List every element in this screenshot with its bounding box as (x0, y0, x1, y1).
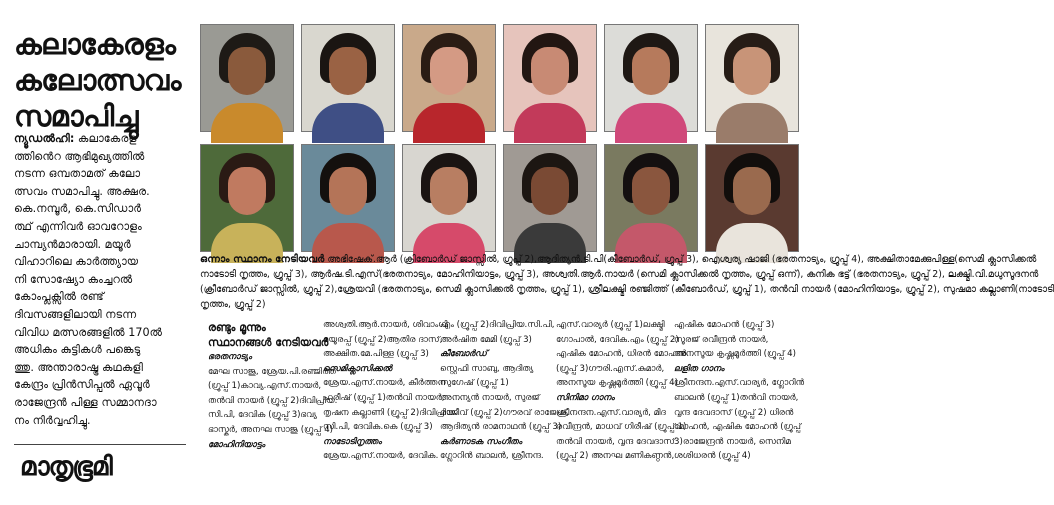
headline-line: കലാകേരളം (14, 27, 176, 61)
results-column-4 (556, 318, 686, 464)
winner-photo (604, 24, 698, 132)
winner-photo (705, 24, 799, 132)
article-text: കലാകേരള (74, 132, 137, 145)
photo-face (531, 47, 569, 95)
winners-line: നാടോടി നൃത്തം, ഗ്രൂപ്പ് 3), ആർഷ.ടി.എസ്(ഭരതനാട്യം, മോഹിനിയാട്ടം, ഗ്രൂപ്പ് 3), അശ്വതി.ആർ.നായർ (സെമി ക്ലാസിക്കൽ നൃത്തം, ഗ്രൂപ്പ് ഒന്ന്), കനിക ഭട്ട് (ഭരതനാട്യം, ഗ്രൂപ്പ് 2), ലക്ഷ്മി.വി.മധുസൂദനൻ (200, 269, 1039, 280)
result-line: മോഹൻ, എഷിക മോഹൻ (ഗ്രൂപ്പ് (674, 422, 802, 433)
photo-face (531, 167, 569, 215)
result-line: ഗ്ലോറിൻ ബാലൻ, ശ്രീനന്ദ. (440, 451, 544, 462)
article-line: കേന്ദ്രം പ്രിൻസിപ്പൽ ഏവൂർ (14, 378, 150, 392)
article-line: കെ.നമ്പൂർ, കെ.സിഡാർ (14, 202, 142, 216)
category-heading: ലളിത ഗാനം (674, 363, 725, 374)
result-line: (ഗ്രൂപ്പ് 3)ഗൗരി.എസ്.കുമാർ, (556, 363, 665, 374)
result-line: അനസൂയ കൃഷ്ണമൂർത്തി (ഗ്രൂപ്പ് 4) (674, 349, 796, 360)
photo-face (632, 47, 670, 95)
article-line: നം നിർവ്വഹിച്ചു. (14, 413, 91, 427)
article-line: നി സോഷ്യോ കംച്ചറൽ (14, 272, 133, 286)
category-heading: മോഹിനിയാട്ടം (208, 439, 265, 450)
article-line: ചാമ്പ്യൻമാരായി. മയൂർ (14, 237, 131, 251)
winner-photo (604, 144, 698, 252)
headline-line: സമാപിച്ചു (14, 99, 138, 133)
result-line: അശ്വതി.ആർ.നായർ, ശിവാംഗി (323, 320, 448, 330)
result-line: ശ്രീനന്ദന.എസ്.വാര്യർ, മിദ (556, 407, 666, 418)
photo-face (733, 167, 771, 215)
result-line: അക്ഷിത.മേ.പിള്ള (ഗ്രൂപ്പ് 3) (323, 349, 429, 360)
result-line: എഷിക മോഹൻ, ധിരൻ മോഹൻ (556, 349, 687, 360)
article-line (14, 130, 194, 148)
photo-face (733, 47, 771, 95)
results-column-5 (674, 318, 804, 464)
headline (14, 26, 190, 134)
result-line: മയൂരപ്പ് (ഗ്രൂപ്പ് 2)ആതിര ദാസ്, (323, 334, 443, 345)
newspaper-logo: മാതൃഭൂമി (20, 452, 112, 482)
result-line: ശശിധരൻ (ഗ്രൂപ്പ് 4) (674, 451, 751, 462)
photo-face (228, 167, 266, 215)
photo-face (632, 167, 670, 215)
result-line: രവീന്ദ്രൻ, മാധവ് ഗിരീഷ് (ഗ്രൂപ്പ് 1) (556, 422, 687, 433)
winner-photo (200, 144, 294, 252)
result-line: മേഘ സാജു, ശ്രേയ.പി.രഞ്ജിത്ത് (208, 366, 337, 377)
column-lines (208, 350, 337, 452)
result-line: തൃഷന കല്ലാണി (ഗ്രൂപ്പ് 2)ദിവിപ്രിയ. (323, 407, 458, 418)
winners-line: (ക്രീബോർഡ് ജാസ്സിൽ, ഗ്രൂപ്പ് 2),ശ്രേയവി (ഭരതനാട്യം, സെമി ക്ലാസിക്കൽ നൃത്തം, ഗ്രൂപ്പ് 1), ശ്രീലക്ഷ്മി രഞ്ജിത്ത് (കീബോർഡ്, ഗ്രൂപ്പ് 1), തൻവി നായർ (മോഹിനിയാട്ടം, ഗ്രൂപ്പ് 2), സുഷമാ കല്ലാണി(നാടോടി (200, 284, 1054, 295)
photo-shoulders (716, 103, 788, 143)
result-line: സൂരജ് രവീന്ദ്രൻ നായർ, (674, 334, 769, 345)
result-line: ശ്രീനന്ദന.എസ്.വാര്യർ, ഗ്ലോറിൻ (674, 378, 805, 389)
category-heading: സെമിക്ലാസിക്കൽ (323, 363, 392, 374)
section-heading: സ്ഥാനങ്ങൾ നേടിയവർ (208, 336, 329, 349)
photo-face (329, 47, 367, 95)
photo-shoulders (615, 103, 687, 143)
article-line: വിഹാറിലെ കാർത്ത്യായ (14, 255, 139, 269)
article-line: ത്ഥ് എന്നിവർ ഓവറോളം (14, 219, 142, 233)
result-line: തൻവി നായർ (ഗ്രൂപ്പ് 2)ദിവിപ്രിയ. (208, 395, 338, 406)
result-line: (ഗ്രൂപ്പ് 2) അനഘ മണികണ്ഠൻ, (556, 451, 675, 462)
result-line: എസ്.വാര്യർ (ഗ്രൂപ്പ് 1)ലക്ഷ്മി (556, 320, 665, 330)
results-column-1 (208, 320, 337, 452)
winner-photo (402, 24, 496, 132)
photo-face (228, 47, 266, 95)
result-line: സി.പി, ദേവിക (ഗ്രൂപ്പ് 3)ഭവ്യ (208, 410, 317, 421)
photo-shoulders (211, 103, 283, 143)
winner-photo (402, 144, 496, 252)
article-line: അധികം കുട്ടികൾ പങ്കെടു (14, 343, 141, 357)
result-line: വൃന്ദ ദേവദാസ് (ഗ്രൂപ്പ് 2) ധിരൻ (674, 407, 794, 418)
results-column-3 (440, 318, 569, 464)
result-line: ആദിത്യൻ രാമനാഥൻ (ഗ്രൂപ്പ് 3) (440, 422, 562, 433)
result-line: ഭാസ്കർ, അനഘ സാജു (ഗ്രൂപ്പ് 4) (208, 424, 334, 435)
photo-shoulders (312, 103, 384, 143)
dateline: ന്യൂഡൽഹി: (14, 132, 75, 145)
winner-photo (705, 144, 799, 252)
result-line: ബാലൻ (ഗ്രൂപ്പ് 1)തൻവി നായർ, (674, 392, 799, 403)
photo-face (430, 167, 468, 215)
section-heading: രണ്ടും മൂന്നും (208, 321, 266, 334)
divider (14, 444, 186, 445)
result-line: അനസൂയ കൃഷ്ണമൂർത്തി (ഗ്രൂപ്പ് 4) (556, 378, 678, 389)
article-line: രാജേന്ദ്രൻ പിള്ള സമ്മാനദാ (14, 395, 157, 409)
results-column-2 (323, 318, 458, 464)
winner-photo (503, 144, 597, 252)
winner-photo (301, 144, 395, 252)
result-line: രാജീവ് (ഗ്രൂപ്പ് 2)ഗൗരവ് രാജേഷ്, (440, 407, 570, 418)
result-line: ശ്രേയ.എസ്.നായർ, ദേവിക. (323, 451, 439, 462)
result-line: എം (ഗ്രൂപ്പ് 2)ദിവിപ്രിയ.സി.പി, (440, 320, 555, 330)
result-line: എഷിക മോഹൻ (ഗ്രൂപ്പ് 3) (674, 320, 775, 330)
category-heading: സിനിമാ ഗാനം (556, 392, 615, 403)
winners-line (200, 252, 1037, 267)
article-line: നടന്ന ഒമ്പതാമത് കലോ (14, 167, 141, 181)
result-line: സുഗേഷ് (ഗ്രൂപ്പ് 1) (440, 378, 509, 389)
headline-line: കലോത്സവം (14, 63, 181, 97)
photo-face (329, 167, 367, 215)
result-line: അർഷിത മേമി (ഗ്രൂപ്പ് 3) (440, 334, 532, 345)
article-line: വിവിധ മത്സരങ്ങളിൽ 170ൽ (14, 325, 163, 339)
category-heading: കർണാടക സംഗീതം (440, 436, 522, 447)
winners-text: അഭിഷേക്.ആർ (ക്രിബോർഡ് ജാസ്സിൽ, ഗ്രൂപ്പ് 2),ആദിത്യൻ.ടി.പി(കീബോർഡ്, ഗ്രൂപ്പ് 3), ഐശ്വര്യ ഷാജി (ഭരതനാട്യം, ഗ്രൂപ്പ് 4), അക്ഷിതാമേക്കുപിള്ള(സെമി ക്ലാസിക്കൽ (324, 254, 1037, 265)
category-heading: കീബോർഡ് (440, 349, 487, 360)
result-line: 3)രാജേന്ദ്രൻ നായർ, സെനിമ (674, 436, 791, 447)
result-line: സ്റ്റെഫി സാബു, ആദിത്യ (440, 363, 534, 374)
winner-photo (503, 24, 597, 132)
result-line: ശ്രേയ.എസ്.നായർ, കീർത്തന (323, 378, 446, 389)
photo-shoulders (514, 103, 586, 143)
result-line: സി.പി, ദേവിക.കെ (ഗ്രൂപ്പ് 3) (323, 422, 433, 433)
winner-photo (200, 24, 294, 132)
result-line: ഹരീഷ് (ഗ്രൂപ്പ് 1)തൻവി നായർ, (323, 392, 445, 403)
result-line: അനന്യൻ നായർ, സുരജ് (440, 392, 540, 403)
result-line: ഗോപാൽ, ദേവിക.എം (ഗ്രൂപ്പ് 2) (556, 334, 679, 345)
winners-heading: ഒന്നാം സ്ഥാനം നേടിയവർ (200, 254, 325, 265)
first-place-winners (200, 252, 1054, 312)
winners-line: നൃത്തം, ഗ്രൂപ്പ് 2) (200, 299, 266, 310)
article-line: ത്തിൻെറ ആഭിമുഖ്യത്തിൽ (14, 149, 145, 163)
category-heading: ഭരതനാട്യം (208, 352, 252, 362)
article-line: ത്തു. അന്താരാഷ്ട്ര കഥകളി (14, 360, 143, 374)
category-heading: നാടോടിനൃത്തം (323, 436, 382, 447)
photo-face (430, 47, 468, 95)
article-line: ത്സവം സമാപിച്ചു. അക്ഷര. (14, 184, 150, 198)
result-line: തൻവി നായർ, വൃന്ദ ദേവദാസ് (556, 436, 675, 447)
article-line: ദിവസങ്ങളിലായി നടന്ന (14, 307, 137, 321)
photo-shoulders (413, 103, 485, 143)
article-line: കോംപ്ലക്സിൽ രണ്ട് (14, 290, 104, 304)
result-line: (ഗ്രൂപ്പ് 1)കാവ്യ.എസ്.നായർ, (208, 381, 322, 392)
article-body (14, 130, 194, 429)
winner-photo (301, 24, 395, 132)
